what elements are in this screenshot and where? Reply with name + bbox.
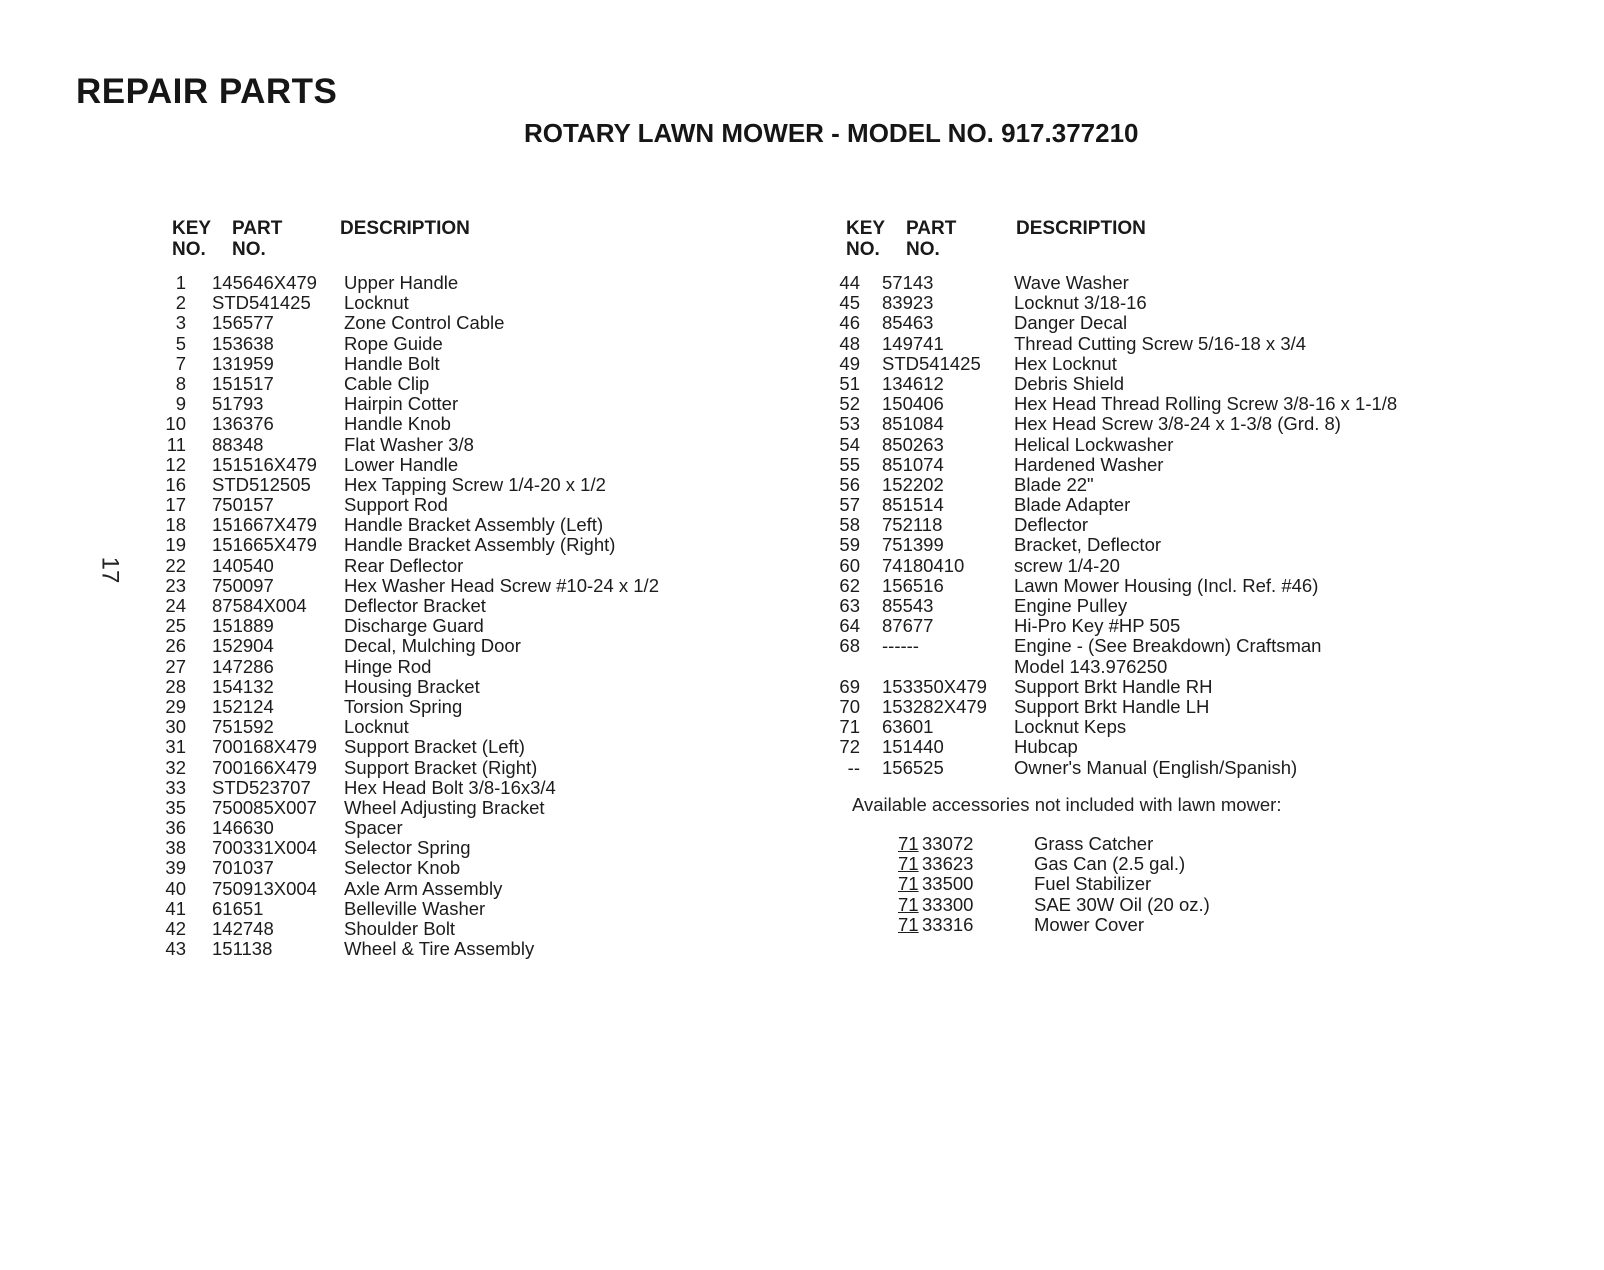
part-no: 151665X479	[212, 534, 317, 556]
part-no: 156525	[882, 756, 944, 778]
key-no: 43	[165, 938, 186, 960]
part-no: 700166X479	[212, 756, 317, 778]
part-no: 57143	[882, 272, 934, 293]
key-no: 46	[839, 312, 860, 334]
part-no: 146630	[212, 817, 274, 839]
page-number: 17	[96, 556, 124, 584]
key-no: 27	[165, 655, 186, 677]
part-description: Discharge Guard	[344, 615, 484, 637]
part-description: Hardened Washer	[1014, 453, 1164, 475]
key-no: 58	[839, 514, 860, 536]
part-no: STD541425	[212, 292, 311, 314]
part-description: Helical Lockwasher	[1014, 433, 1174, 455]
part-no: 83923	[882, 292, 934, 314]
key-no: 63	[839, 595, 860, 616]
part-no: 134612	[882, 372, 944, 394]
part-description: Rope Guide	[344, 332, 443, 354]
part-no: 752118	[882, 514, 943, 536]
part-no: 85463	[882, 312, 934, 334]
key-no: 11	[166, 433, 186, 455]
key-no: 1	[175, 272, 186, 293]
key-no: 5	[175, 332, 186, 354]
part-description: Locknut Keps	[1014, 716, 1127, 738]
key-no: 10	[165, 413, 186, 435]
key-no: 59	[839, 534, 860, 556]
part-description: Cable Clip	[344, 372, 430, 394]
part-description: Engine - (See Breakdown) Craftsman	[1014, 635, 1322, 657]
part-description: Locknut	[344, 716, 409, 738]
part-description: Support Brkt Handle LH	[1014, 695, 1210, 717]
part-no: 151667X479	[212, 514, 317, 536]
part-no: 750913X004	[212, 877, 317, 899]
key-no: 2	[175, 292, 186, 314]
part-description: Support Brkt Handle RH	[1014, 675, 1213, 697]
part-description: Hex Washer Head Screw #10-24 x 1/2	[344, 574, 659, 596]
part-description: Handle Bracket Assembly (Right)	[344, 534, 616, 556]
part-no: 850263	[882, 433, 944, 455]
part-description: Axle Arm Assembly	[344, 877, 503, 899]
key-no: 48	[839, 332, 860, 354]
part-no: 151516X479	[212, 453, 317, 475]
key-no: 56	[839, 473, 860, 495]
part-no: 751399	[882, 534, 944, 556]
part-no: 750085X007	[212, 796, 317, 818]
part-description: Deflector	[1014, 514, 1089, 536]
key-no: 60	[839, 554, 860, 576]
accessory-prefix: 71	[898, 893, 919, 915]
accessory-part-no: 33300	[922, 893, 974, 915]
part-no: 156577	[212, 312, 274, 334]
part-no: 701037	[212, 857, 274, 879]
key-no: 35	[165, 796, 186, 818]
part-description: Spacer	[344, 817, 403, 839]
part-description: Hinge Rod	[344, 655, 432, 677]
key-no: 29	[165, 695, 186, 717]
accessory-prefix: 71	[898, 873, 919, 895]
accessory-part-no: 33316	[922, 913, 974, 935]
part-description: Lawn Mower Housing (Incl. Ref. #46)	[1014, 574, 1319, 596]
part-description: Locknut	[344, 292, 409, 314]
part-no: 51793	[212, 393, 264, 415]
part-no: 751592	[212, 716, 274, 738]
part-description: screw 1/4-20	[1014, 554, 1120, 576]
part-description: Hex Tapping Screw 1/4-20 x 1/2	[344, 473, 606, 495]
accessory-prefix: 71	[898, 853, 919, 875]
key-no: 3	[175, 312, 186, 334]
key-no-header: KEY NO.	[846, 218, 886, 260]
key-no: 30	[165, 716, 186, 738]
part-no: 87584X004	[212, 595, 307, 616]
part-no: 150406	[882, 393, 944, 415]
key-no: 72	[839, 736, 860, 758]
part-no: 151517	[212, 372, 274, 394]
part-description: Shoulder Bolt	[344, 918, 456, 939]
description-header: DESCRIPTION	[340, 218, 470, 239]
key-no: 9	[175, 393, 186, 415]
part-no: ------	[882, 635, 919, 657]
part-no: 136376	[212, 413, 274, 435]
key-no: 54	[839, 433, 860, 455]
key-no: 45	[839, 292, 860, 314]
part-no: 63601	[882, 716, 934, 738]
part-no: 85543	[882, 595, 934, 616]
part-description: Torsion Spring	[344, 695, 463, 717]
part-no: 151889	[212, 615, 274, 637]
key-no: 25	[165, 615, 186, 637]
part-no: 750157	[212, 494, 274, 516]
key-no: 68	[839, 635, 860, 657]
key-no: 24	[165, 595, 186, 616]
part-description: Debris Shield	[1014, 372, 1125, 394]
part-description: Support Bracket (Right)	[344, 756, 538, 778]
part-no: STD523707	[212, 776, 311, 798]
part-no: 142748	[212, 918, 274, 939]
key-no: 22	[165, 554, 186, 576]
part-description: Wheel & Tire Assembly	[344, 938, 535, 960]
key-no: 26	[165, 635, 186, 657]
part-no: 700168X479	[212, 736, 317, 758]
part-no: 153350X479	[882, 675, 987, 697]
key-no: 39	[165, 857, 186, 879]
part-no: 61651	[212, 897, 264, 919]
key-no: 16	[165, 473, 186, 495]
key-no: 23	[165, 574, 186, 596]
page-title: REPAIR PARTS	[76, 72, 338, 111]
part-description: Wave Washer	[1014, 272, 1129, 293]
key-no: 19	[165, 534, 186, 556]
key-no: 41	[165, 897, 186, 919]
part-no: 147286	[212, 655, 274, 677]
key-no: 18	[165, 514, 186, 536]
key-no: 53	[839, 413, 860, 435]
key-no: 28	[165, 675, 186, 697]
key-no: 31	[165, 736, 186, 758]
part-description: Handle Knob	[344, 413, 451, 435]
part-no: 131959	[212, 352, 274, 374]
part-description: Hex Head Screw 3/8-24 x 1-3/8 (Grd. 8)	[1014, 413, 1341, 435]
part-description: Deflector Bracket	[344, 595, 486, 616]
key-no: 52	[839, 393, 860, 415]
part-no: 152124	[212, 695, 274, 717]
accessory-description: Grass Catcher	[1034, 833, 1154, 854]
part-description: Owner's Manual (English/Spanish)	[1014, 756, 1298, 778]
key-no: 64	[839, 615, 860, 637]
part-description: Hairpin Cotter	[344, 393, 459, 415]
part-description: Engine Pulley	[1014, 595, 1128, 616]
part-no: 700331X004	[212, 837, 317, 859]
part-description: Flat Washer 3/8	[344, 433, 474, 455]
key-no: 8	[175, 372, 186, 394]
key-no: 69	[839, 675, 860, 697]
part-description: Decal, Mulching Door	[344, 635, 521, 657]
part-no: 88348	[212, 433, 264, 455]
key-no: --	[847, 756, 860, 778]
part-description: Belleville Washer	[344, 897, 486, 919]
part-no: 152904	[212, 635, 274, 657]
part-description: Danger Decal	[1014, 312, 1128, 334]
part-description: Bracket, Deflector	[1014, 534, 1162, 556]
key-no: 12	[165, 453, 186, 475]
part-no: 151138	[212, 938, 273, 960]
part-description: Hex Head Bolt 3/8-16x3/4	[344, 776, 556, 798]
part-description: Blade 22"	[1014, 473, 1094, 495]
part-description: Thread Cutting Screw 5/16-18 x 3/4	[1014, 332, 1307, 354]
part-no: 149741	[882, 332, 944, 354]
key-no: 36	[165, 817, 186, 839]
part-description: Lower Handle	[344, 453, 459, 475]
part-description: Hex Head Thread Rolling Screw 3/8-16 x 1-1/8	[1014, 393, 1398, 415]
accessory-prefix: 71	[898, 833, 919, 854]
accessory-description: Gas Can (2.5 gal.)	[1034, 853, 1186, 875]
key-no: 62	[839, 574, 860, 596]
accessory-part-no: 33500	[922, 873, 974, 895]
key-no-header: KEY NO.	[172, 218, 212, 260]
key-no: 40	[165, 877, 186, 899]
part-no-header: PART NO.	[906, 218, 957, 260]
part-no-header: PART NO.	[232, 218, 283, 260]
key-no: 57	[839, 494, 860, 516]
part-description: Handle Bolt	[344, 352, 440, 374]
key-no: 32	[165, 756, 186, 778]
part-no: 750097	[212, 574, 274, 596]
part-no: 153282X479	[882, 695, 987, 717]
part-description: Selector Spring	[344, 837, 471, 859]
key-no: 33	[165, 776, 186, 798]
part-description: Zone Control Cable	[344, 312, 505, 334]
part-no: 851514	[882, 494, 944, 516]
accessory-prefix: 71	[898, 913, 919, 935]
part-no: 152202	[882, 473, 944, 495]
part-description: Handle Bracket Assembly (Left)	[344, 514, 604, 536]
part-description: Support Rod	[344, 494, 448, 516]
key-no: 70	[839, 695, 860, 717]
part-no: 154132	[212, 675, 274, 697]
part-no: 851084	[882, 413, 944, 435]
part-no: 74180410	[882, 554, 965, 576]
key-no: 55	[839, 453, 860, 475]
part-no: 851074	[882, 453, 944, 475]
accessory-part-no: 33623	[922, 853, 974, 875]
part-description: Hubcap	[1014, 736, 1078, 758]
part-description: Blade Adapter	[1014, 494, 1131, 516]
accessory-description: SAE 30W Oil (20 oz.)	[1034, 893, 1210, 915]
part-no: 151440	[882, 736, 944, 758]
part-description: Wheel Adjusting Bracket	[344, 796, 545, 818]
part-description: Support Bracket (Left)	[344, 736, 525, 758]
part-no: STD541425	[882, 352, 981, 374]
key-no: 38	[165, 837, 186, 859]
part-description: Hex Locknut	[1014, 352, 1117, 374]
accessory-description: Fuel Stabilizer	[1034, 873, 1152, 895]
part-description: Selector Knob	[344, 857, 461, 879]
part-description: Locknut 3/18-16	[1014, 292, 1147, 314]
model-subtitle: ROTARY LAWN MOWER - MODEL NO. 917.377210	[524, 118, 1139, 148]
accessories-note: Available accessories not included with lawn mower:	[852, 794, 1282, 815]
key-no: 44	[839, 272, 860, 293]
description-header: DESCRIPTION	[1016, 218, 1146, 239]
key-no: 7	[175, 352, 186, 374]
key-no: 42	[165, 918, 186, 939]
part-description: Model 143.976250	[1014, 655, 1168, 677]
accessory-description: Mower Cover	[1034, 913, 1144, 935]
part-no: 156516	[882, 574, 944, 596]
part-no: 145646X479	[212, 272, 317, 293]
key-no: 71	[839, 716, 860, 738]
part-description: Upper Handle	[344, 272, 459, 293]
part-description: Hi-Pro Key #HP 505	[1014, 615, 1181, 637]
part-no: 140540	[212, 554, 274, 576]
part-description: Housing Bracket	[344, 675, 480, 697]
part-no: STD512505	[212, 473, 311, 495]
key-no: 51	[839, 372, 860, 394]
part-description: Rear Deflector	[344, 554, 464, 576]
part-no: 153638	[212, 332, 274, 354]
key-no: 17	[165, 494, 186, 516]
accessory-part-no: 33072	[922, 833, 974, 854]
key-no: 49	[839, 352, 860, 374]
part-no: 87677	[882, 615, 934, 637]
